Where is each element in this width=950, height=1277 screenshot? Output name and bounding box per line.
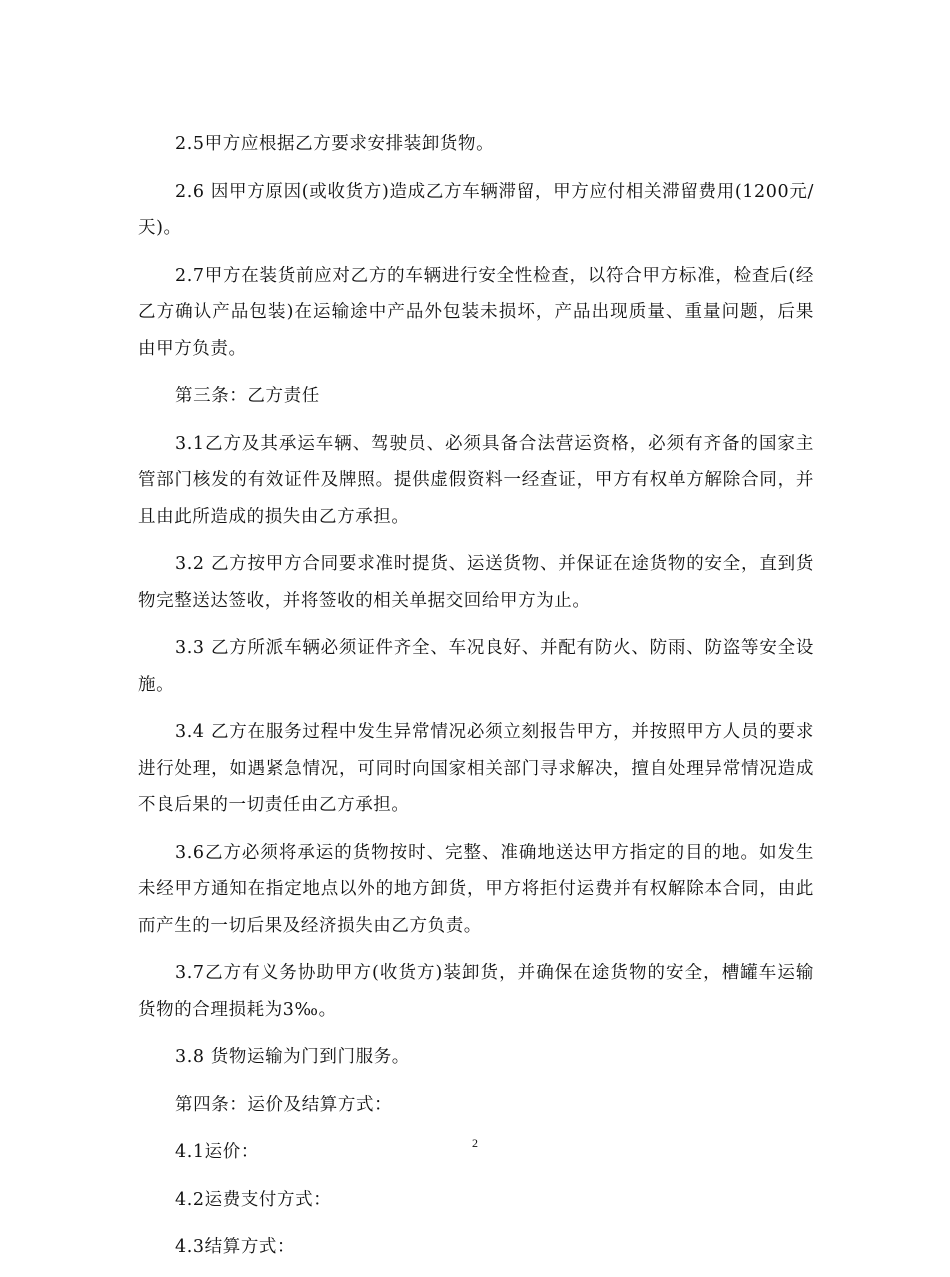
clause-4-2: 4.2运费支付方式： bbox=[175, 1189, 332, 1210]
clause-3-2: 3.2 乙方按甲方合同要求准时提货、运送货物、并保证在途货物的安全，直到货物完整送达签收，并将签收的相关单据交回给甲方为止。 bbox=[138, 554, 814, 611]
clause-4-3: 4.3结算方式： bbox=[175, 1237, 296, 1257]
clause-3-7: 3.7乙方有义务协助甲方(收货方)装卸货，并确保在途货物的安全，槽罐车运输货物的合理损耗为3‰。 bbox=[138, 963, 814, 1020]
clause-4-1: 4.1运价： bbox=[175, 1142, 259, 1162]
section-heading-4: 第四条：运价及结算方式： bbox=[175, 1094, 393, 1115]
page-number: 2 bbox=[472, 1136, 478, 1150]
document-body bbox=[138, 126, 814, 1277]
clause-3-4: 3.4 乙方在服务过程中发生异常情况必须立刻报告甲方，并按照甲方人员的要求进行处理，如遇紧急情况，可同时向国家相关部门寻求解决，擅自处理异常情况造成不良后果的一切责任由乙方承担。 bbox=[138, 722, 814, 815]
clause-2-5: 2.5甲方应根据乙方要求安排装卸货物。 bbox=[175, 134, 495, 154]
clause-3-8: 3.8 货物运输为门到门服务。 bbox=[175, 1047, 410, 1067]
clause-3-1: 3.1乙方及其承运车辆、驾驶员、必须具备合法营运资格，必须有齐备的国家主管部门核发的有效证件及牌照。提供虚假资料一经查证，甲方有权单方解除合同，并且由此所造成的损失由乙方承担。 bbox=[138, 433, 814, 527]
clause-2-6: 2.6 因甲方原因(或收货方)造成乙方车辆滞留，甲方应付相关滞留费用(1200元/天)。 bbox=[138, 181, 814, 238]
clause-3-6: 3.6乙方必须将承运的货物按时、完整、准确地送达甲方指定的目的地。如发生未经甲方通知在指定地点以外的地方卸货，甲方将拒付运费并有权解除本合同，由此而产生的一切后果及经济损失由乙方负责。 bbox=[138, 842, 814, 936]
section-heading-3: 第三条：乙方责任 bbox=[175, 386, 320, 406]
clause-2-7: 2.7甲方在装货前应对乙方的车辆进行安全性检查，以符合甲方标准，检查后(经乙方确认产品包装)在运输途中产品外包装未损坏，产品出现质量、重量问题，后果由甲方负责。 bbox=[138, 265, 814, 359]
clause-3-3: 3.3 乙方所派车辆必须证件齐全、车况良好、并配有防火、防雨、防盗等安全设施。 bbox=[138, 638, 814, 695]
